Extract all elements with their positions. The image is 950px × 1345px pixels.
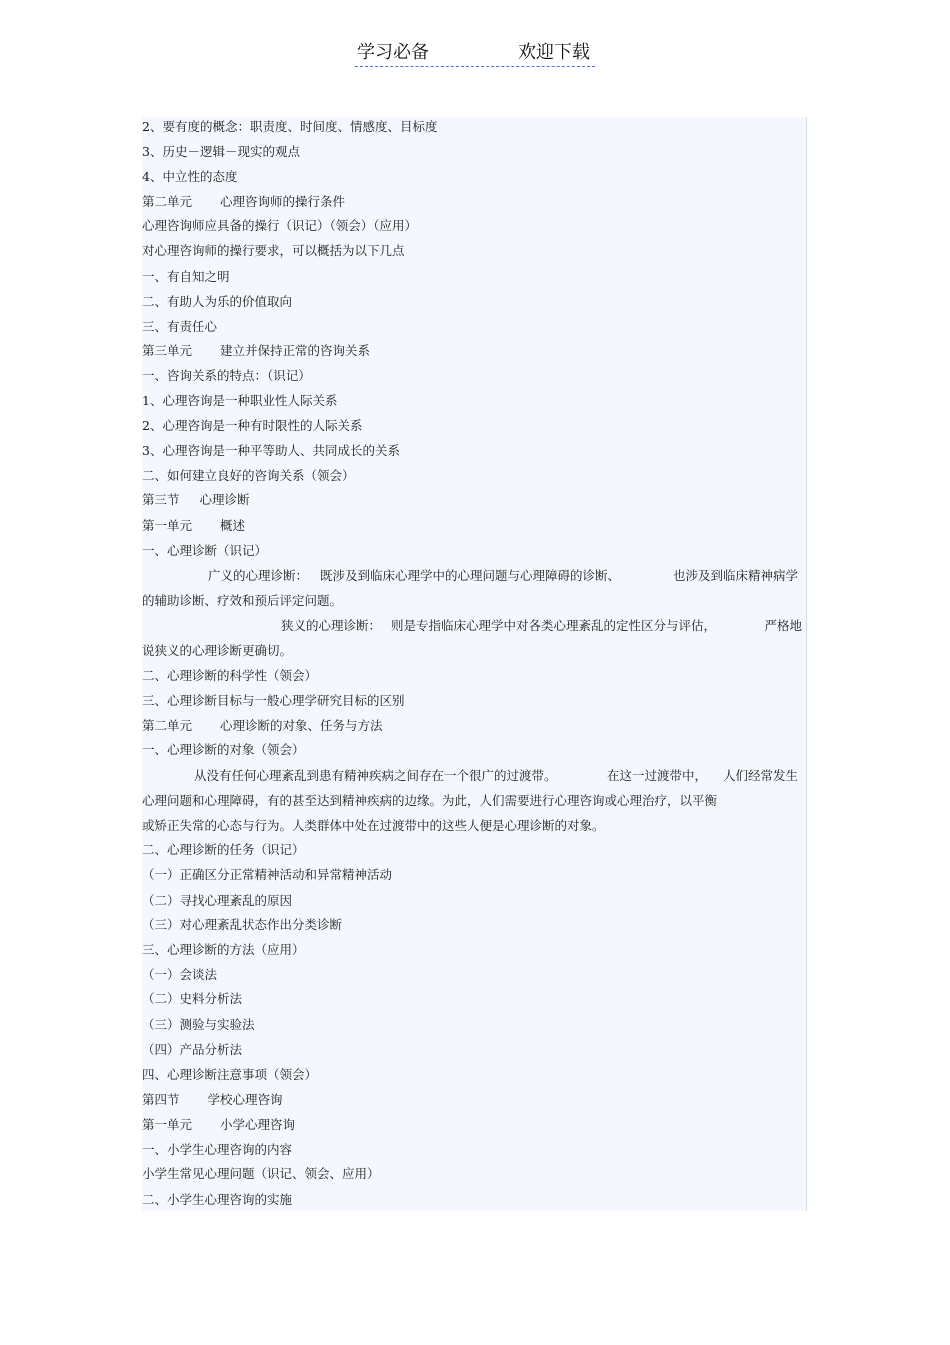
unit-title: 概述 <box>220 518 246 533</box>
text-line: （四）产品分析法 <box>142 1042 243 1057</box>
text-line: 心理问题和心理障碍，有的甚至达到精神疾病的边缘。为此，人们需要进行心理咨询或心理治疗，以平衡 <box>142 793 718 808</box>
text-line: 二、如何建立良好的咨询关系（领会） <box>142 468 355 483</box>
text-line: （三）对心理紊乱状态作出分类诊断 <box>142 917 343 932</box>
text-line: 一、心理诊断（识记） <box>142 543 268 558</box>
text-line: 3、心理咨询是一种平等助人、共同成长的关系 <box>142 443 400 458</box>
section-title: 学校心理咨询 <box>207 1092 283 1107</box>
text-line: 1、心理咨询是一种职业性人际关系 <box>142 393 338 408</box>
text-line: （二）寻找心理紊乱的原因 <box>142 893 293 908</box>
text-line: 二、小学生心理咨询的实施 <box>142 1192 293 1207</box>
header-right-text: 欢迎下载 <box>518 42 590 63</box>
paragraph-text: 从没有任何心理紊乱到患有精神疾病之间存在一个很广的过渡带。 <box>194 768 557 783</box>
paragraph-text: 也涉及到临床精神病学 <box>672 568 798 583</box>
unit-label: 第二单元 <box>142 718 193 733</box>
text-line: 或矫正失常的心态与行为。人类群体中处在过渡带中的这些人便是心理诊断的对象。 <box>142 818 605 833</box>
text-line: （一）正确区分正常精神活动和异常精神活动 <box>142 867 393 882</box>
unit-heading <box>142 716 383 741</box>
unit-label: 第一单元 <box>142 1117 193 1132</box>
text-line: 二、心理诊断的任务（识记） <box>142 842 305 857</box>
section-heading <box>142 1090 283 1115</box>
text-line: 4、中立性的态度 <box>142 169 238 184</box>
text-line: 一、咨询关系的特点：（识记） <box>142 368 311 383</box>
unit-heading <box>142 341 370 366</box>
text-line: 说狭义的心理诊断更确切。 <box>142 643 293 658</box>
text-line: 对心理咨询师的操行要求，可以概括为以下几点 <box>142 243 405 258</box>
header-left-text: 学习必备 <box>357 42 429 63</box>
text-line: 三、心理诊断目标与一般心理学研究目标的区别 <box>142 693 405 708</box>
text-line: 2、心理咨询是一种有时限性的人际关系 <box>142 418 363 433</box>
text-line: 小学生常见心理问题（识记、领会、应用） <box>142 1166 380 1181</box>
text-line: （二）史料分析法 <box>142 991 243 1006</box>
unit-label: 第一单元 <box>142 518 193 533</box>
unit-title: 心理诊断的对象、任务与方法 <box>220 718 383 733</box>
text-line: 二、有助人为乐的价值取向 <box>142 294 293 309</box>
term-label: 广义的心理诊断： <box>208 568 309 583</box>
paragraph-text: 人们经常发生 <box>722 768 798 783</box>
text-line: 3、历史－逻辑－现实的观点 <box>142 144 300 159</box>
paragraph-text: 则是专指临床心理学中对各类心理紊乱的定性区分与评估， <box>391 618 717 633</box>
text-line: 一、有自知之明 <box>142 269 230 284</box>
page-header <box>355 40 595 67</box>
term-label: 狭义的心理诊断： <box>281 618 382 633</box>
unit-label: 第二单元 <box>142 194 193 209</box>
paragraph-text: 严格地 <box>764 618 802 633</box>
unit-heading <box>142 1115 295 1140</box>
paragraph-line <box>194 766 798 791</box>
paragraph-line <box>208 566 798 591</box>
section-title: 心理诊断 <box>199 492 250 507</box>
text-line: （一）会谈法 <box>142 967 218 982</box>
section-label: 第四节 <box>142 1092 180 1107</box>
text-line: 一、心理诊断的对象（领会） <box>142 742 305 757</box>
text-line: 四、心理诊断注意事项（领会） <box>142 1067 318 1082</box>
unit-title: 建立并保持正常的咨询关系 <box>220 343 371 358</box>
paragraph-text: 在这一过渡带中， <box>606 768 707 783</box>
text-line: 的辅助诊断、疗效和预后评定问题。 <box>142 593 343 608</box>
section-label: 第三节 <box>142 492 180 507</box>
text-line: 2、要有度的概念：职责度、时间度、情感度、目标度 <box>142 119 438 134</box>
unit-title: 心理咨询师的操行条件 <box>220 194 346 209</box>
text-line: 三、心理诊断的方法（应用） <box>142 942 305 957</box>
section-heading <box>142 490 250 515</box>
paragraph-line <box>281 616 802 641</box>
text-line: 心理咨询师应具备的操行（识记）（领会）（应用） <box>142 218 418 233</box>
text-line: 二、心理诊断的科学性（领会） <box>142 668 318 683</box>
unit-title: 小学心理咨询 <box>220 1117 296 1132</box>
unit-heading <box>142 516 245 541</box>
text-line: 一、小学生心理咨询的内容 <box>142 1142 293 1157</box>
unit-heading <box>142 192 345 217</box>
paragraph-text: 既涉及到临床心理学中的心理问题与心理障碍的诊断、 <box>320 568 621 583</box>
unit-label: 第三单元 <box>142 343 193 358</box>
text-line: （三）测验与实验法 <box>142 1017 255 1032</box>
text-line: 三、有责任心 <box>142 319 218 334</box>
